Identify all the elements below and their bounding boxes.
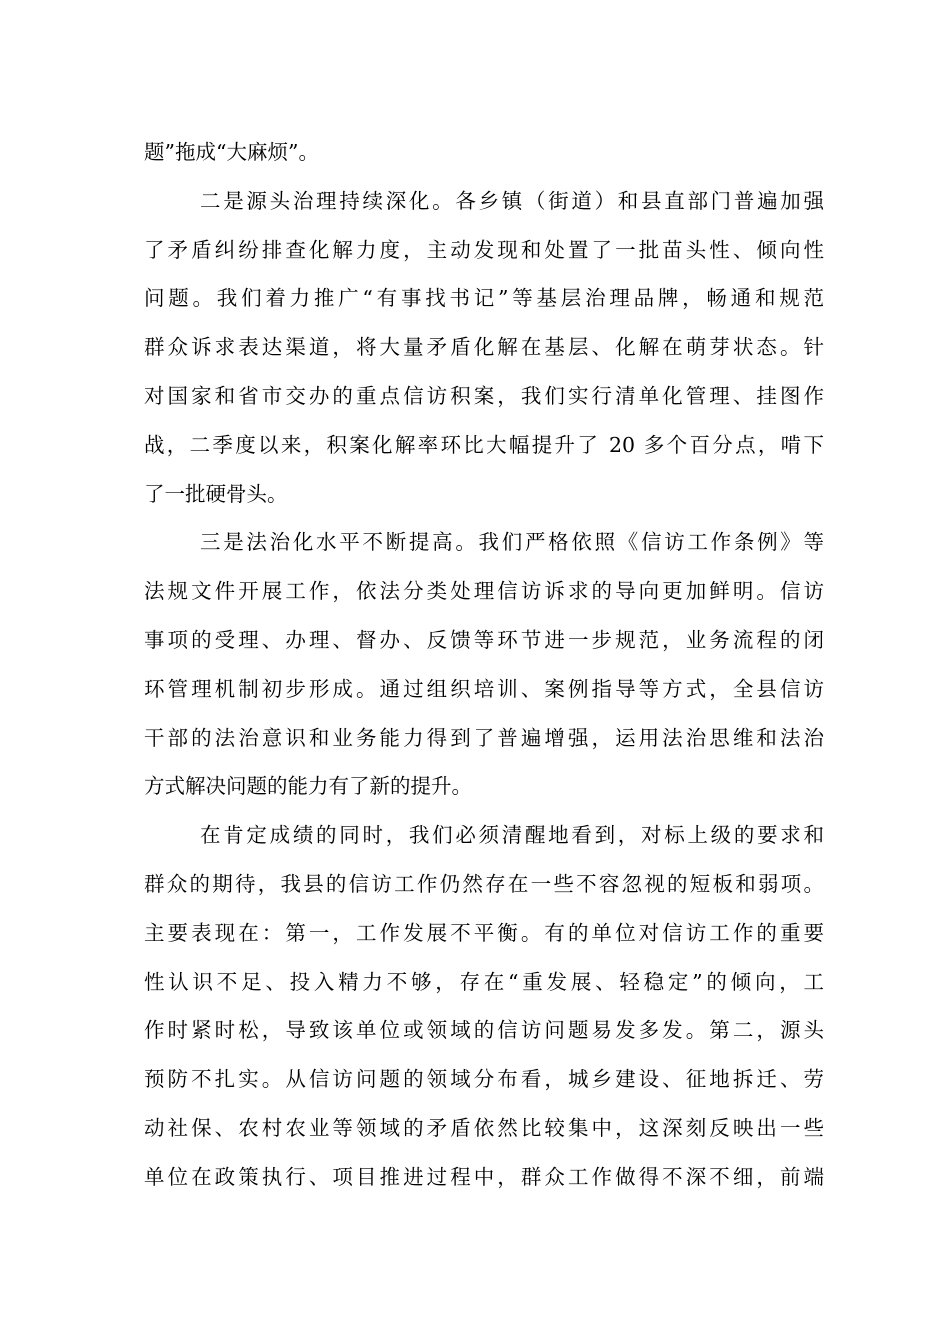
text-line: 法规文件开展工作，依法分类处理信访诉求的导向更加鲜明。信访	[144, 579, 824, 604]
text-line: 作时紧时松，导致该单位或领域的信访问题易发多发。第二，源头	[144, 1018, 824, 1043]
text-line: 了矛盾纠纷排查化解力度，主动发现和处置了一批苗头性、倾向性	[144, 237, 824, 262]
text-line: 在肯定成绩的同时，我们必须清醒地看到，对标上级的要求和	[200, 823, 824, 848]
text-line: 预防不扎实。从信访问题的领域分布看，城乡建设、征地拆迁、劳	[144, 1067, 824, 1092]
text-line: 了一批硬骨头。	[144, 481, 288, 506]
text-line: 群众的期待，我县的信访工作仍然存在一些不容忽视的短板和弱项。	[144, 871, 824, 896]
text-line: 群众诉求表达渠道，将大量矛盾化解在基层、化解在萌芽状态。针	[144, 335, 824, 360]
text-line: 动社保、农村农业等领域的矛盾依然比较集中，这深刻反映出一些	[144, 1115, 824, 1140]
text-line: 环管理机制初步形成。通过组织培训、案例指导等方式，全县信访	[144, 676, 824, 701]
text-line: 二是源头治理持续深化。各乡镇（街道）和县直部门普遍加强	[200, 188, 824, 213]
text-line: 对国家和省市交办的重点信访积案，我们实行清单化管理、挂图作	[144, 383, 824, 408]
text-line: 干部的法治意识和业务能力得到了普遍增强，运用法治思维和法治	[144, 725, 824, 750]
document-body	[144, 128, 824, 1202]
text-line: 方式解决问题的能力有了新的提升。	[144, 774, 472, 799]
paragraph	[144, 128, 824, 177]
text-line: 事项的受理、办理、督办、反馈等环节进一步规范，业务流程的闭	[144, 627, 824, 652]
text-line: 问题。我们着力推广“有事找书记”等基层治理品牌，畅通和规范	[144, 286, 824, 311]
paragraph	[144, 177, 824, 519]
text-line: 战，二季度以来，积案化解率环比大幅提升了 20 多个百分点，啃下	[144, 432, 824, 457]
text-line: 主要表现在：第一，工作发展不平衡。有的单位对信访工作的重要	[144, 920, 824, 945]
text-line: 单位在政策执行、项目推进过程中，群众工作做得不深不细，前端	[144, 1164, 824, 1189]
paragraph	[144, 518, 824, 811]
text-line: 题”拖成“大麻烦”。	[144, 140, 319, 164]
text-line: 性认识不足、投入精力不够，存在“重发展、轻稳定”的倾向，工	[144, 969, 824, 994]
paragraph	[144, 811, 824, 1201]
text-line: 三是法治化水平不断提高。我们严格依照《信访工作条例》等	[200, 530, 824, 555]
